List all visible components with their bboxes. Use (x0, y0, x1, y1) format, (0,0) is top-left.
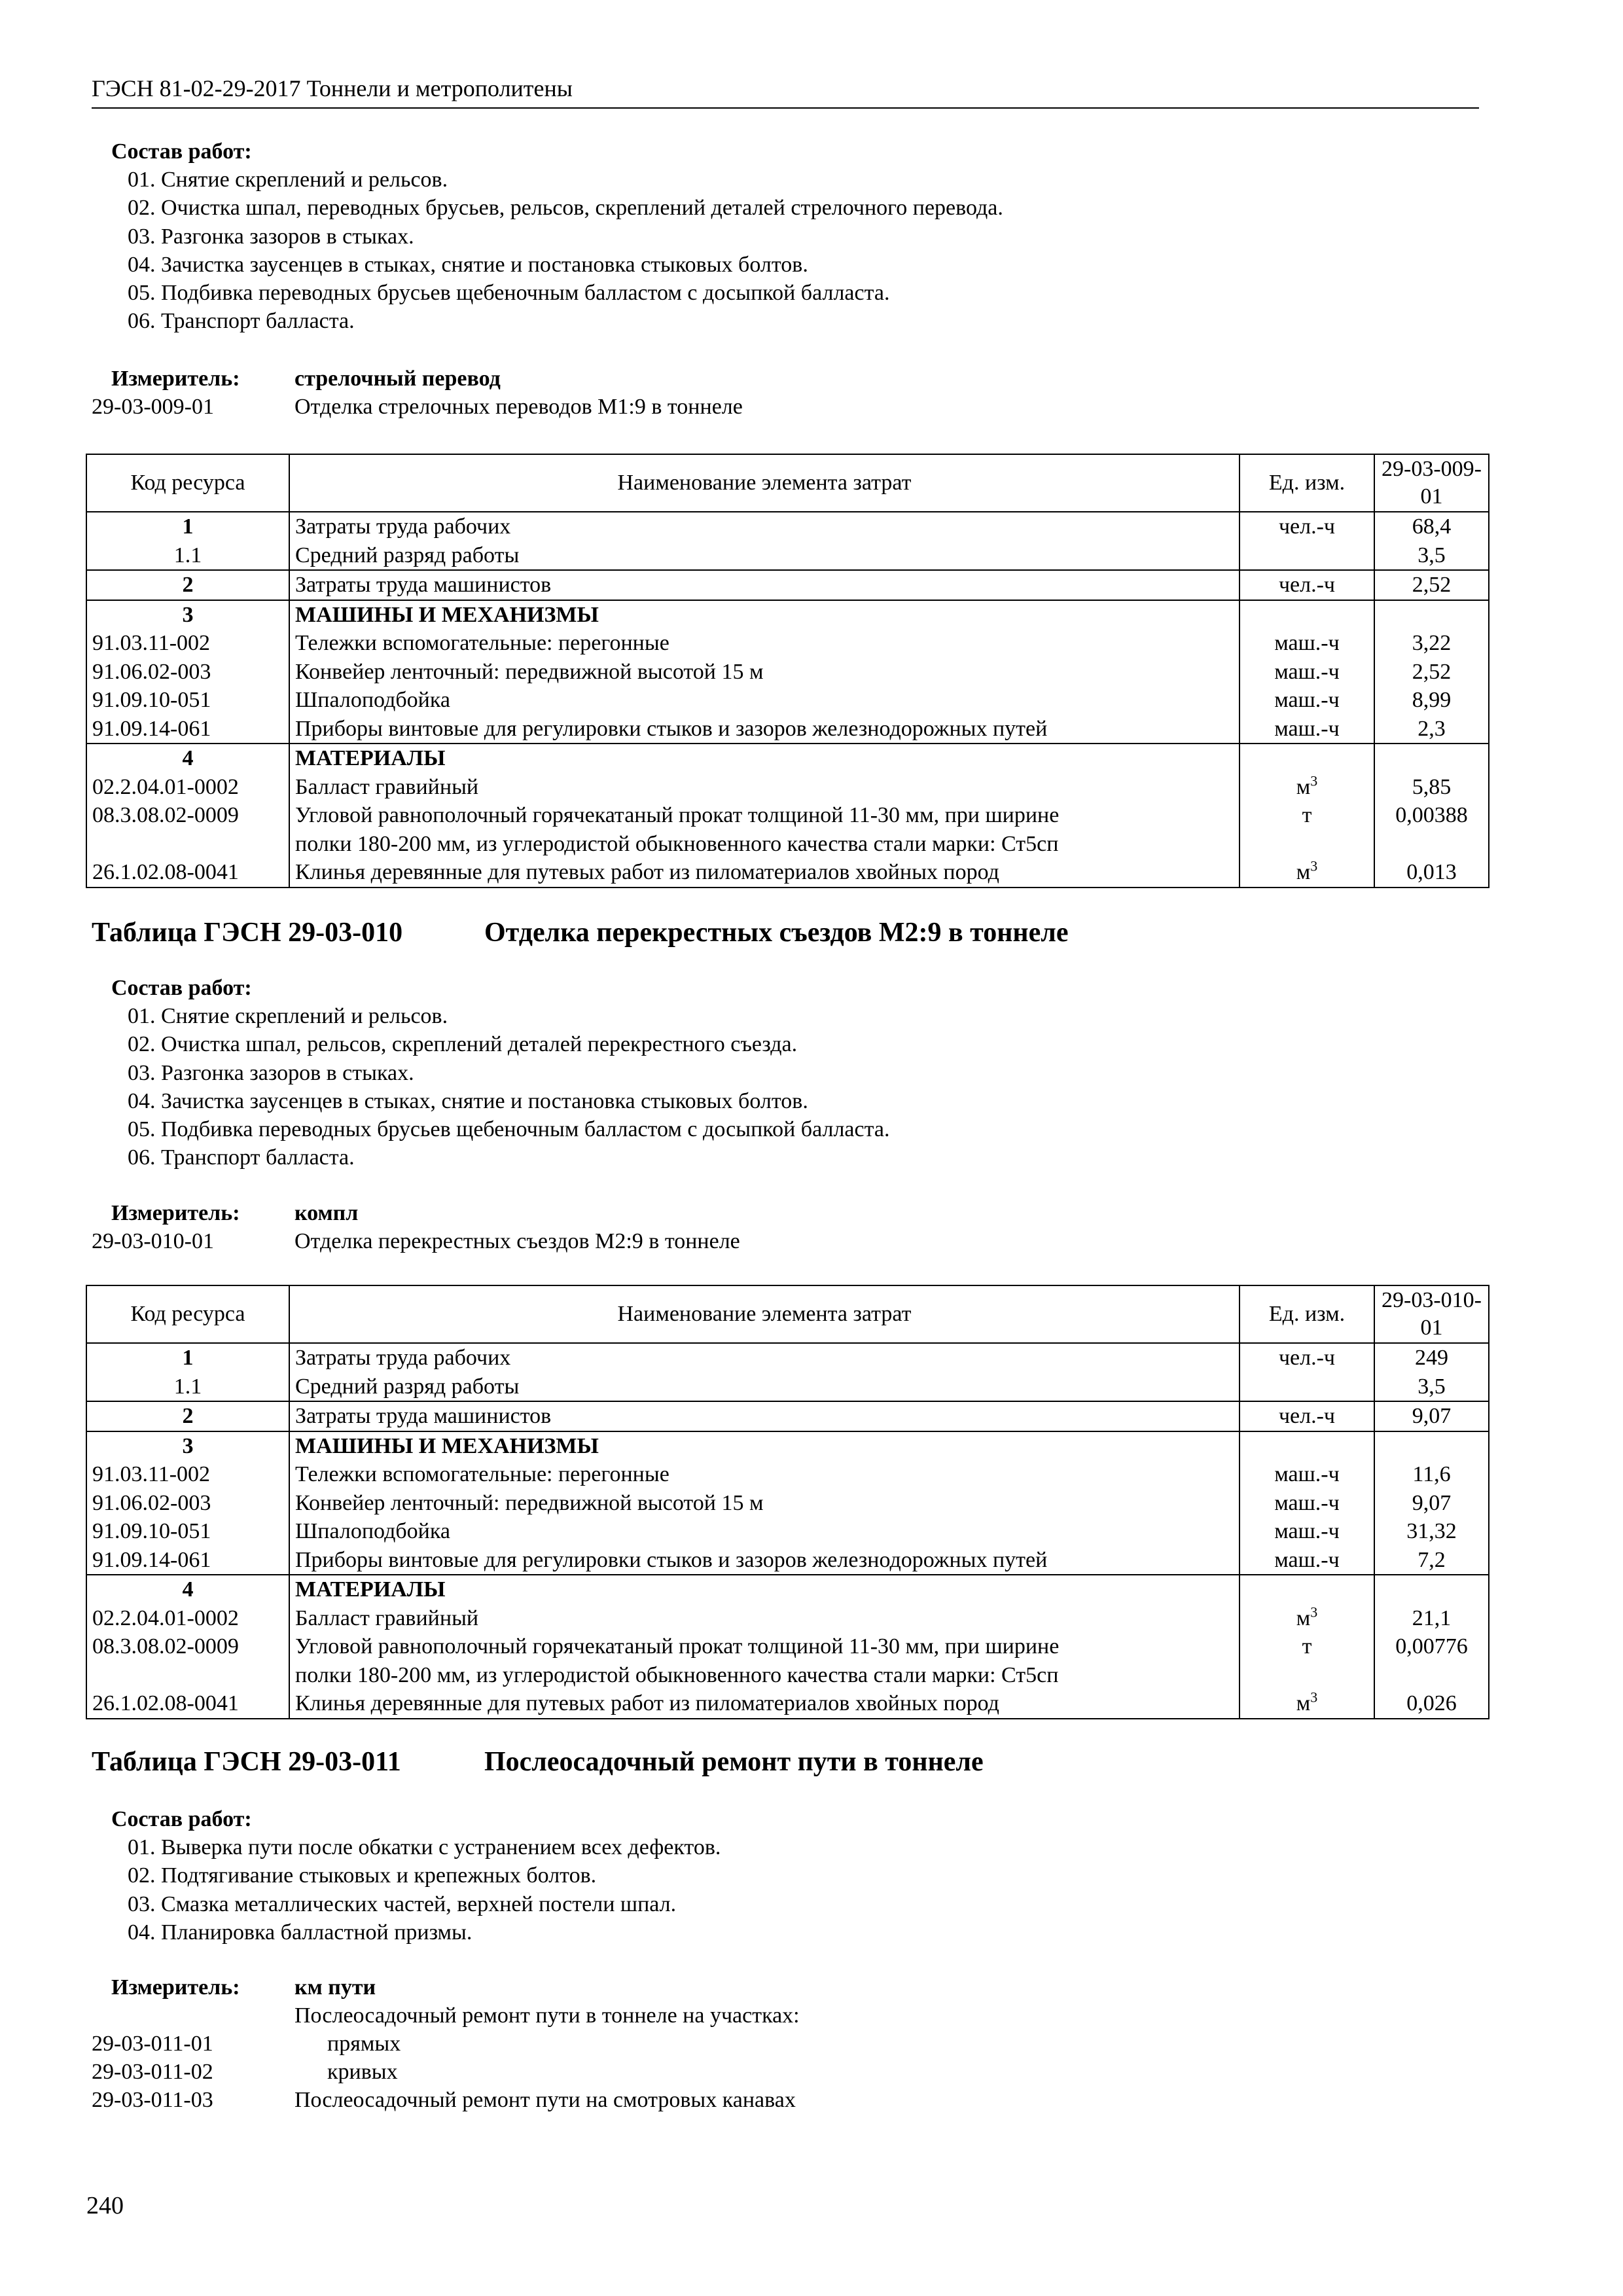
table-row: 91.03.11-002 Тележки вспомогательные: перегонные маш.-ч 3,22 (86, 629, 1489, 658)
norm-code: 29-03-010-01 (92, 1229, 214, 1253)
running-header: ГЭСН 81-02-29-2017 Тоннели и метрополитены (92, 72, 1479, 109)
norm-code: 29-03-011-03 (92, 2088, 213, 2112)
norm-text: Отделка перекрестных съездов М2:9 в тоннеле (294, 1229, 740, 1253)
meter-label: Измеритель: (111, 367, 240, 391)
composition-label: Состав работ: (111, 976, 252, 1000)
table-row: 08.3.08.02-0009 Угловой равнополочный горячекатаный прокат толщиной 11-30 мм, при ширине полки 180-200 мм, из углеродистой обыкновенного качества стали марки: Ст5сп т 0,00388 (86, 801, 1489, 858)
table-row: 08.3.08.02-0009 Угловой равнополочный горячекатаный прокат толщиной 11-30 мм, при ширине полки 180-200 мм, из углеродистой обыкновенного качества стали марки: Ст5сп т 0,00776 (86, 1632, 1489, 1689)
norm-group-text: Послеосадочный ремонт пути в тоннеле на участках: (294, 2003, 800, 2028)
col-header-unit: Ед. изм. (1240, 454, 1374, 512)
table-row: 91.09.14-061 Приборы винтовые для регулировки стыков и зазоров железнодорожных путей маш.-ч 2,3 (86, 715, 1489, 744)
work-item: 01. Снятие скреплений и рельсов. (128, 1004, 448, 1028)
work-item: 06. Транспорт балласта. (128, 1145, 355, 1170)
norm-code: 29-03-011-01 (92, 2032, 213, 2056)
norm-text: Отделка стрелочных переводов М1:9 в тоннеле (294, 395, 743, 419)
resource-table-1 (86, 454, 1489, 888)
norm-text: Послеосадочный ремонт пути на смотровых канавах (294, 2088, 796, 2112)
work-item: 02. Подтягивание стыковых и крепежных болтов. (128, 1863, 597, 1888)
meter-value: стрелочный перевод (294, 367, 501, 391)
table-row: 26.1.02.08-0041 Клинья деревянные для путевых работ из пиломатериалов хвойных пород $м^3$ 0,026 (86, 1689, 1489, 1719)
resource-table-2 (86, 1285, 1489, 1719)
table-row: 91.06.02-003 Конвейер ленточный: передвижной высотой 15 м маш.-ч 9,07 (86, 1489, 1489, 1518)
table-row: 1 Затраты труда рабочих чел.-ч 68,4 (86, 512, 1489, 541)
meter-block-2 (92, 1199, 1479, 1255)
work-item: 02. Очистка шпал, рельсов, скреплений деталей перекрестного съезда. (128, 1032, 798, 1057)
table-row: 91.09.10-051 Шпалоподбойка маш.-ч 8,99 (86, 686, 1489, 715)
work-item: 06. Транспорт балласта. (128, 309, 355, 334)
meter-block-3 (92, 1973, 1479, 2114)
work-item: 03. Смазка металлических частей, верхней постели шпал. (128, 1892, 677, 1916)
meter-label: Измеритель: (111, 1201, 240, 1225)
table-row: 3 МАШИНЫ И МЕХАНИЗМЫ (86, 1431, 1489, 1461)
table-row: 4 МАТЕРИАЛЫ (86, 1575, 1489, 1604)
work-item: 01. Выверка пути после обкатки с устранением всех дефектов. (128, 1835, 721, 1859)
work-item: 04. Планировка балластной призмы. (128, 1920, 473, 1945)
meter-label: Измеритель: (111, 1975, 240, 2000)
table-row: 2 Затраты труда машинистов чел.-ч 2,52 (86, 570, 1489, 600)
table-row: 02.2.04.01-0002 Балласт гравийный $м^3$ 21,1 (86, 1604, 1489, 1633)
works-composition-2 (92, 974, 1479, 1172)
col-header-unit: Ед. изм. (1240, 1285, 1374, 1343)
composition-label: Состав работ: (111, 1807, 252, 1831)
table-header-row (86, 1285, 1489, 1343)
table-row: 91.03.11-002 Тележки вспомогательные: перегонные маш.-ч 11,6 (86, 1460, 1489, 1489)
table-row: 1.1 Средний разряд работы 3,5 (86, 1372, 1489, 1402)
table-row: 26.1.02.08-0041 Клинья деревянные для путевых работ из пиломатериалов хвойных пород $м^3$ 0,013 (86, 858, 1489, 888)
col-header-code: Код ресурса (86, 1285, 289, 1343)
work-item: 05. Подбивка переводных брусьев щебеночным балластом с досыпкой балласта. (128, 1117, 890, 1142)
page-number: 240 (86, 2192, 124, 2219)
col-header-name: Наименование элемента затрат (289, 454, 1240, 512)
table-title-3: Таблица ГЭСН 29-03-011 Послеосадочный ремонт пути в тоннеле (92, 1747, 984, 1777)
table-row: 02.2.04.01-0002 Балласт гравийный $м^3$ 5,85 (86, 773, 1489, 802)
work-item: 05. Подбивка переводных брусьев щебеночным балластом с досыпкой балласта. (128, 281, 890, 306)
work-item: 01. Снятие скреплений и рельсов. (128, 168, 448, 192)
table-row: 4 МАТЕРИАЛЫ (86, 744, 1489, 773)
meter-value: компл (294, 1201, 359, 1225)
norm-text: прямых (327, 2032, 401, 2056)
col-header-norm: 29-03-009-01 (1374, 454, 1489, 512)
col-header-name: Наименование элемента затрат (289, 1285, 1240, 1343)
work-item: 03. Разгонка зазоров в стыках. (128, 224, 414, 249)
table-row: 91.09.10-051 Шпалоподбойка маш.-ч 31,32 (86, 1517, 1489, 1546)
meter-block-1 (92, 365, 1479, 421)
table-row: 2 Затраты труда машинистов чел.-ч 9,07 (86, 1401, 1489, 1431)
table-title-2: Таблица ГЭСН 29-03-010 Отделка перекрестных съездов М2:9 в тоннеле (92, 918, 1069, 948)
works-composition-1 (92, 137, 1479, 336)
norm-text: кривых (327, 2060, 398, 2084)
table-row: 91.09.14-061 Приборы винтовые для регулировки стыков и зазоров железнодорожных путей маш.-ч 7,2 (86, 1546, 1489, 1575)
work-item: 04. Зачистка заусенцев в стыках, снятие и постановка стыковых болтов. (128, 252, 808, 277)
table-row: 1 Затраты труда рабочих чел.-ч 249 (86, 1343, 1489, 1372)
norm-code: 29-03-009-01 (92, 395, 214, 419)
table-row: 3 МАШИНЫ И МЕХАНИЗМЫ (86, 600, 1489, 630)
table-header-row (86, 454, 1489, 512)
works-composition-3 (92, 1805, 1479, 1946)
table-row: 1.1 Средний разряд работы 3,5 (86, 541, 1489, 571)
norm-code: 29-03-011-02 (92, 2060, 213, 2084)
composition-label: Состав работ: (111, 139, 252, 164)
work-item: 04. Зачистка заусенцев в стыках, снятие и постановка стыковых болтов. (128, 1088, 808, 1113)
work-item: 03. Разгонка зазоров в стыках. (128, 1060, 414, 1085)
col-header-code: Код ресурса (86, 454, 289, 512)
table-row: 91.06.02-003 Конвейер ленточный: передвижной высотой 15 м маш.-ч 2,52 (86, 658, 1489, 687)
col-header-norm: 29-03-010-01 (1374, 1285, 1489, 1343)
meter-value: км пути (294, 1975, 376, 2000)
work-item: 02. Очистка шпал, переводных брусьев, рельсов, скреплений деталей стрелочного перевода. (128, 196, 1003, 221)
